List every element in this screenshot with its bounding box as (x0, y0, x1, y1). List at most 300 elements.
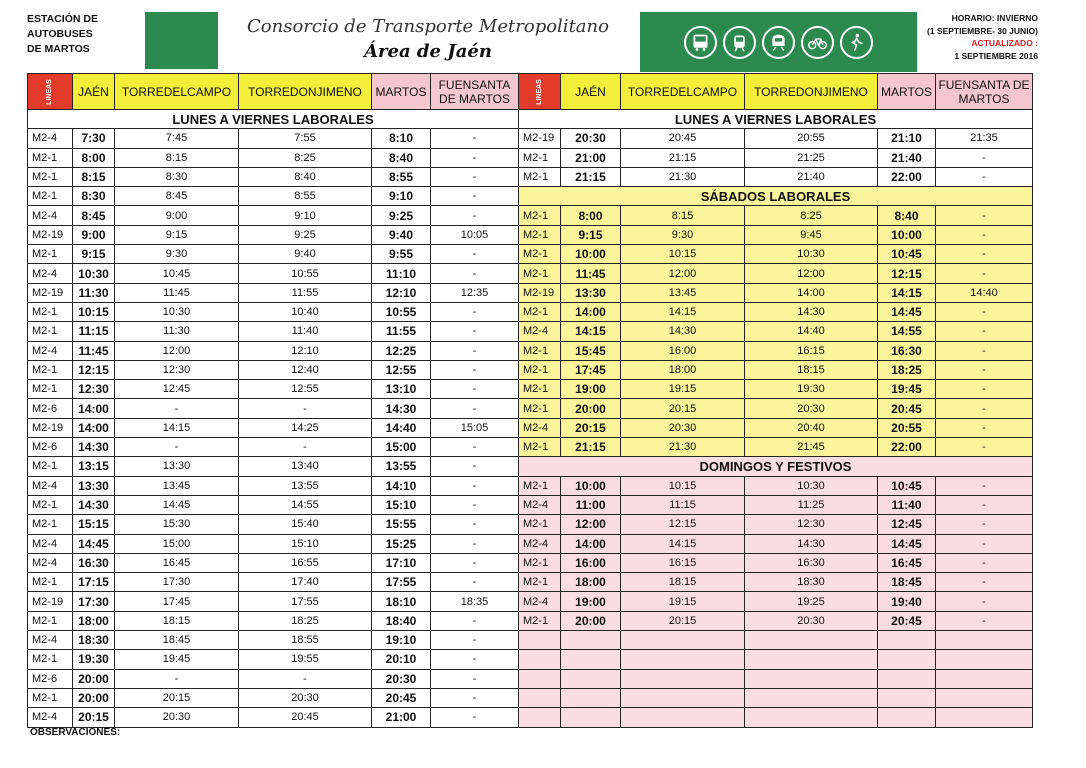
fuensanta-time: 18:35 (431, 592, 519, 611)
jaen-time: 17:30 (73, 592, 115, 611)
martos-time: 11:40 (878, 495, 936, 514)
torredonjimeno-time: 20:30 (745, 399, 878, 418)
transport-icons-banner (640, 12, 917, 72)
martos-time: 12:10 (372, 283, 431, 302)
empty-cell (621, 708, 745, 727)
table-row (519, 360, 1033, 379)
line-cell: M2-4 (519, 322, 561, 341)
col-torredelcampo: TORREDELCAMPO (621, 74, 745, 110)
torredonjimeno-time: 16:30 (745, 553, 878, 572)
torredelcampo-time: 18:15 (621, 573, 745, 592)
line-cell: M2-6 (28, 438, 73, 457)
table-row (28, 302, 519, 321)
torredelcampo-time: 7:45 (115, 129, 239, 148)
torredelcampo-time: 11:45 (115, 283, 239, 302)
martos-time: 12:55 (372, 360, 431, 379)
martos-time: 9:40 (372, 225, 431, 244)
jaen-time: 9:00 (73, 225, 115, 244)
martos-time: 8:55 (372, 167, 431, 186)
torredonjimeno-time: 8:55 (239, 187, 372, 206)
martos-time: 22:00 (878, 167, 936, 186)
torredelcampo-time: 8:15 (115, 148, 239, 167)
martos-time: 11:10 (372, 264, 431, 283)
table-row (519, 399, 1033, 418)
martos-time: 20:55 (878, 418, 936, 437)
jaen-time: 11:00 (561, 495, 621, 514)
empty-row (519, 688, 1033, 707)
torredelcampo-time: 20:45 (621, 129, 745, 148)
torredonjimeno-time: 20:55 (745, 129, 878, 148)
martos-time: 9:55 (372, 245, 431, 264)
torredelcampo-time: 14:15 (621, 302, 745, 321)
torredonjimeno-time: 20:30 (239, 688, 372, 707)
torredonjimeno-time: 13:40 (239, 457, 372, 476)
empty-cell (621, 631, 745, 650)
jaen-time: 8:00 (561, 206, 621, 225)
col-lineas: LINEAS (28, 74, 73, 110)
table-row (519, 611, 1033, 630)
empty-cell (745, 708, 878, 727)
empty-cell (519, 631, 561, 650)
torredonjimeno-time: 19:25 (745, 592, 878, 611)
martos-time: 11:55 (372, 322, 431, 341)
empty-cell (519, 650, 561, 669)
torredelcampo-time: 21:30 (621, 438, 745, 457)
empty-cell (745, 650, 878, 669)
martos-time: 17:10 (372, 553, 431, 572)
fuensanta-time: - (431, 476, 519, 495)
martos-time: 14:45 (878, 302, 936, 321)
martos-time: 14:15 (878, 283, 936, 302)
torredonjimeno-time: 9:45 (745, 225, 878, 244)
torredelcampo-time: 12:15 (621, 515, 745, 534)
torredelcampo-time: 20:30 (621, 418, 745, 437)
torredonjimeno-time: 16:55 (239, 553, 372, 572)
line-cell: M2-1 (28, 495, 73, 514)
torredelcampo-time: 18:45 (115, 631, 239, 650)
fuensanta-time: - (936, 534, 1033, 553)
section-header-row (28, 110, 519, 129)
jaen-time: 21:15 (561, 438, 621, 457)
fuensanta-time: - (431, 515, 519, 534)
fuensanta-time: - (936, 553, 1033, 572)
jaen-time: 19:00 (561, 380, 621, 399)
fuensanta-time: - (936, 399, 1033, 418)
observaciones-label: OBSERVACIONES: (30, 727, 121, 738)
table-row (519, 573, 1033, 592)
torredonjimeno-time: 19:30 (745, 380, 878, 399)
torredelcampo-time: 9:00 (115, 206, 239, 225)
table-row (519, 264, 1033, 283)
line-cell: M2-1 (28, 515, 73, 534)
martos-time: 20:45 (372, 688, 431, 707)
line-cell: M2-1 (28, 322, 73, 341)
torredonjimeno-time: - (239, 438, 372, 457)
torredonjimeno-time: 14:30 (745, 534, 878, 553)
martos-time: 21:10 (878, 129, 936, 148)
line-cell: M2-1 (519, 264, 561, 283)
torredelcampo-time: 20:15 (621, 399, 745, 418)
torredelcampo-time: - (115, 438, 239, 457)
martos-time: 20:45 (878, 399, 936, 418)
col-torredonjimeno: TORREDONJIMENO (239, 74, 372, 110)
martos-time: 13:55 (372, 457, 431, 476)
jaen-time: 16:30 (73, 553, 115, 572)
table-row (519, 322, 1033, 341)
col-martos: MARTOS (372, 74, 431, 110)
jaen-time: 9:15 (561, 225, 621, 244)
torredonjimeno-time: 10:40 (239, 302, 372, 321)
line-cell: M2-1 (28, 302, 73, 321)
torredonjimeno-time: 12:30 (745, 515, 878, 534)
jaen-time: 20:00 (561, 611, 621, 630)
fuensanta-time: - (936, 264, 1033, 283)
fuensanta-time: - (936, 322, 1033, 341)
torredelcampo-time: 12:45 (115, 380, 239, 399)
jaen-time: 17:45 (561, 360, 621, 379)
table-row (28, 669, 519, 688)
line-cell: M2-4 (28, 206, 73, 225)
martos-time: 9:10 (372, 187, 431, 206)
fuensanta-time: - (431, 206, 519, 225)
fuensanta-time: - (431, 631, 519, 650)
empty-cell (561, 688, 621, 707)
fuensanta-time: - (936, 573, 1033, 592)
torredelcampo-time: 16:00 (621, 341, 745, 360)
line-cell: M2-6 (28, 399, 73, 418)
torredonjimeno-time: 10:30 (745, 476, 878, 495)
table-row (28, 476, 519, 495)
table-row (28, 650, 519, 669)
martos-time: 18:10 (372, 592, 431, 611)
jaen-time: 19:00 (561, 592, 621, 611)
torredelcampo-time: 9:30 (115, 245, 239, 264)
table-row (28, 264, 519, 283)
col-fuensanta: FUENSANTA DE MARTOS (936, 74, 1033, 110)
col-jaen: JAÉN (561, 74, 621, 110)
torredelcampo-time: 11:30 (115, 322, 239, 341)
torredonjimeno-time: 12:55 (239, 380, 372, 399)
torredonjimeno-time: 21:40 (745, 167, 878, 186)
line-cell: M2-4 (519, 495, 561, 514)
station-name: ESTACIÓN DE AUTOBUSES DE MARTOS (27, 13, 98, 55)
torredelcampo-time: - (115, 669, 239, 688)
martos-time: 22:00 (878, 438, 936, 457)
torredonjimeno-time: 9:10 (239, 206, 372, 225)
section-title: DOMINGOS Y FESTIVOS (519, 457, 1033, 476)
fuensanta-time: - (431, 399, 519, 418)
jaen-time: 11:30 (73, 283, 115, 302)
table-row (28, 206, 519, 225)
martos-time: 16:30 (878, 341, 936, 360)
martos-time: 14:55 (878, 322, 936, 341)
table-row (28, 167, 519, 186)
table-row (28, 380, 519, 399)
torredelcampo-time: 18:15 (115, 611, 239, 630)
col-fuensanta: FUENSANTA DE MARTOS (431, 74, 519, 110)
torredonjimeno-time: 14:30 (745, 302, 878, 321)
line-cell: M2-19 (519, 283, 561, 302)
torredelcampo-time: 10:15 (621, 245, 745, 264)
table-row (28, 457, 519, 476)
line-cell: M2-1 (519, 380, 561, 399)
torredonjimeno-time: 15:10 (239, 534, 372, 553)
fuensanta-time: - (936, 245, 1033, 264)
fuensanta-time: - (936, 302, 1033, 321)
table-row (28, 495, 519, 514)
jaen-time: 21:15 (561, 167, 621, 186)
table-row (519, 534, 1033, 553)
line-cell: M2-19 (28, 225, 73, 244)
line-cell: M2-1 (28, 148, 73, 167)
table-row (519, 418, 1033, 437)
torredonjimeno-time: 18:55 (239, 631, 372, 650)
table-row (28, 418, 519, 437)
martos-time: 18:25 (878, 360, 936, 379)
empty-cell (519, 669, 561, 688)
fuensanta-time: - (936, 515, 1033, 534)
martos-time: 8:10 (372, 129, 431, 148)
table-row (519, 283, 1033, 302)
jaen-time: 10:00 (561, 245, 621, 264)
line-cell: M2-1 (519, 438, 561, 457)
bus-icon (684, 26, 717, 59)
torredelcampo-time: 10:15 (621, 476, 745, 495)
table-row (28, 360, 519, 379)
torredonjimeno-time: 18:25 (239, 611, 372, 630)
torredelcampo-time: 8:30 (115, 167, 239, 186)
jaen-time: 11:45 (73, 341, 115, 360)
empty-cell (561, 631, 621, 650)
table-row (28, 438, 519, 457)
martos-time: 16:45 (878, 553, 936, 572)
table-row (519, 380, 1033, 399)
table-row (28, 225, 519, 244)
table-row (28, 708, 519, 727)
martos-time: 10:55 (372, 302, 431, 321)
torredelcampo-time: 17:45 (115, 592, 239, 611)
schedule-info: HORARIO: INVIERNO (1 SEPTIEMBRE- 30 JUNIO) ACTUALIZADO : 1 SEPTIEMBRE 2016 (927, 13, 1038, 61)
martos-time: 15:55 (372, 515, 431, 534)
empty-row (519, 708, 1033, 727)
empty-cell (936, 708, 1033, 727)
fuensanta-time: - (431, 322, 519, 341)
torredonjimeno-time: 9:25 (239, 225, 372, 244)
line-cell: M2-1 (28, 688, 73, 707)
line-cell: M2-1 (519, 225, 561, 244)
torredonjimeno-time: 15:40 (239, 515, 372, 534)
jaen-time: 10:00 (561, 476, 621, 495)
torredelcampo-time: 9:30 (621, 225, 745, 244)
fuensanta-time: - (431, 457, 519, 476)
empty-cell (621, 688, 745, 707)
section-header-row (519, 457, 1033, 476)
torredelcampo-time: 12:30 (115, 360, 239, 379)
torredelcampo-time: 13:45 (621, 283, 745, 302)
torredonjimeno-time: 7:55 (239, 129, 372, 148)
line-cell: M2-19 (519, 129, 561, 148)
torredelcampo-time: 21:30 (621, 167, 745, 186)
torredelcampo-time: 11:15 (621, 495, 745, 514)
jaen-time: 8:45 (73, 206, 115, 225)
table-row (28, 553, 519, 572)
torredelcampo-time: 17:30 (115, 573, 239, 592)
jaen-time: 15:45 (561, 341, 621, 360)
table-row (519, 592, 1033, 611)
table-row (28, 283, 519, 302)
empty-cell (745, 669, 878, 688)
jaen-time: 20:00 (561, 399, 621, 418)
fuensanta-time: - (936, 148, 1033, 167)
green-logo-block (145, 12, 218, 69)
jaen-time: 13:15 (73, 457, 115, 476)
martos-time: 19:40 (878, 592, 936, 611)
train-icon (762, 26, 795, 59)
empty-cell (621, 650, 745, 669)
line-cell: M2-4 (28, 129, 73, 148)
line-cell: M2-1 (28, 457, 73, 476)
torredonjimeno-time: - (239, 669, 372, 688)
torredonjimeno-time: 11:40 (239, 322, 372, 341)
fuensanta-time: 14:40 (936, 283, 1033, 302)
torredonjimeno-time: 8:40 (239, 167, 372, 186)
line-cell: M2-6 (28, 669, 73, 688)
line-cell: M2-1 (519, 360, 561, 379)
line-cell: M2-4 (28, 553, 73, 572)
fuensanta-time: - (936, 476, 1033, 495)
fuensanta-time: - (936, 206, 1033, 225)
jaen-time: 14:30 (73, 495, 115, 514)
fuensanta-time: - (431, 688, 519, 707)
col-jaen: JAÉN (73, 74, 115, 110)
line-cell: M2-1 (519, 573, 561, 592)
martos-time: 8:40 (372, 148, 431, 167)
jaen-time: 14:30 (73, 438, 115, 457)
torredelcampo-time: 18:00 (621, 360, 745, 379)
torredonjimeno-time: 19:55 (239, 650, 372, 669)
jaen-time: 8:15 (73, 167, 115, 186)
torredonjimeno-time: 12:40 (239, 360, 372, 379)
table-row (28, 573, 519, 592)
table-row (28, 534, 519, 553)
torredonjimeno-time: 17:40 (239, 573, 372, 592)
martos-time: 20:30 (372, 669, 431, 688)
torredelcampo-time: 20:15 (621, 611, 745, 630)
torredelcampo-time: 13:30 (115, 457, 239, 476)
table-row (519, 129, 1033, 148)
table-header-row (519, 74, 1033, 110)
jaen-time: 12:30 (73, 380, 115, 399)
fuensanta-time: - (936, 495, 1033, 514)
fuensanta-time: - (431, 573, 519, 592)
fuensanta-time: - (431, 380, 519, 399)
table-row (519, 206, 1033, 225)
empty-row (519, 631, 1033, 650)
martos-time: 19:10 (372, 631, 431, 650)
right-schedule-table (518, 73, 1033, 728)
line-cell: M2-4 (28, 476, 73, 495)
table-row (519, 495, 1033, 514)
martos-time: 18:45 (878, 573, 936, 592)
table-row (28, 129, 519, 148)
martos-time: 8:40 (878, 206, 936, 225)
line-cell: M2-4 (519, 592, 561, 611)
torredonjimeno-time: 14:40 (745, 322, 878, 341)
col-torredelcampo: TORREDELCAMPO (115, 74, 239, 110)
torredonjimeno-time: 20:45 (239, 708, 372, 727)
fuensanta-time: 21:35 (936, 129, 1033, 148)
jaen-time: 12:15 (73, 360, 115, 379)
martos-time: 12:45 (878, 515, 936, 534)
jaen-time: 18:00 (561, 573, 621, 592)
line-cell: M2-19 (28, 283, 73, 302)
torredonjimeno-time: 8:25 (745, 206, 878, 225)
line-cell: M2-4 (519, 418, 561, 437)
fuensanta-time: - (431, 669, 519, 688)
table-row (519, 225, 1033, 244)
table-row (28, 592, 519, 611)
torredelcampo-time: 19:15 (621, 380, 745, 399)
empty-cell (519, 688, 561, 707)
fuensanta-time: - (936, 611, 1033, 630)
fuensanta-time: - (431, 187, 519, 206)
torredonjimeno-time: 12:00 (745, 264, 878, 283)
table-row (28, 399, 519, 418)
fuensanta-time: - (936, 167, 1033, 186)
line-cell: M2-1 (519, 399, 561, 418)
torredonjimeno-time: 20:30 (745, 611, 878, 630)
table-row (28, 515, 519, 534)
martos-time: 21:40 (878, 148, 936, 167)
tram-icon (723, 26, 756, 59)
jaen-time: 20:30 (561, 129, 621, 148)
table-row (519, 553, 1033, 572)
fuensanta-time: - (431, 360, 519, 379)
empty-cell (561, 669, 621, 688)
torredelcampo-time: 16:15 (621, 553, 745, 572)
fuensanta-time: 15:05 (431, 418, 519, 437)
martos-time: 20:10 (372, 650, 431, 669)
fuensanta-time: - (431, 245, 519, 264)
line-cell: M2-1 (28, 380, 73, 399)
torredelcampo-time: 14:45 (115, 495, 239, 514)
torredelcampo-time: 12:00 (621, 264, 745, 283)
martos-time: 10:45 (878, 476, 936, 495)
jaen-time: 15:15 (73, 515, 115, 534)
jaen-time: 14:00 (73, 418, 115, 437)
torredonjimeno-time: 14:25 (239, 418, 372, 437)
line-cell: M2-1 (519, 476, 561, 495)
line-cell: M2-1 (28, 573, 73, 592)
jaen-time: 9:15 (73, 245, 115, 264)
torredelcampo-time: 8:15 (621, 206, 745, 225)
fuensanta-time: - (936, 360, 1033, 379)
martos-time: 12:15 (878, 264, 936, 283)
line-cell: M2-1 (519, 553, 561, 572)
martos-time: 10:00 (878, 225, 936, 244)
torredelcampo-time: 20:30 (115, 708, 239, 727)
jaen-time: 12:00 (561, 515, 621, 534)
col-martos: MARTOS (878, 74, 936, 110)
empty-row (519, 669, 1033, 688)
line-cell: M2-1 (28, 167, 73, 186)
jaen-time: 20:00 (73, 669, 115, 688)
empty-cell (936, 669, 1033, 688)
martos-time: 18:40 (372, 611, 431, 630)
torredonjimeno-time: 10:55 (239, 264, 372, 283)
jaen-time: 17:15 (73, 573, 115, 592)
empty-cell (936, 650, 1033, 669)
